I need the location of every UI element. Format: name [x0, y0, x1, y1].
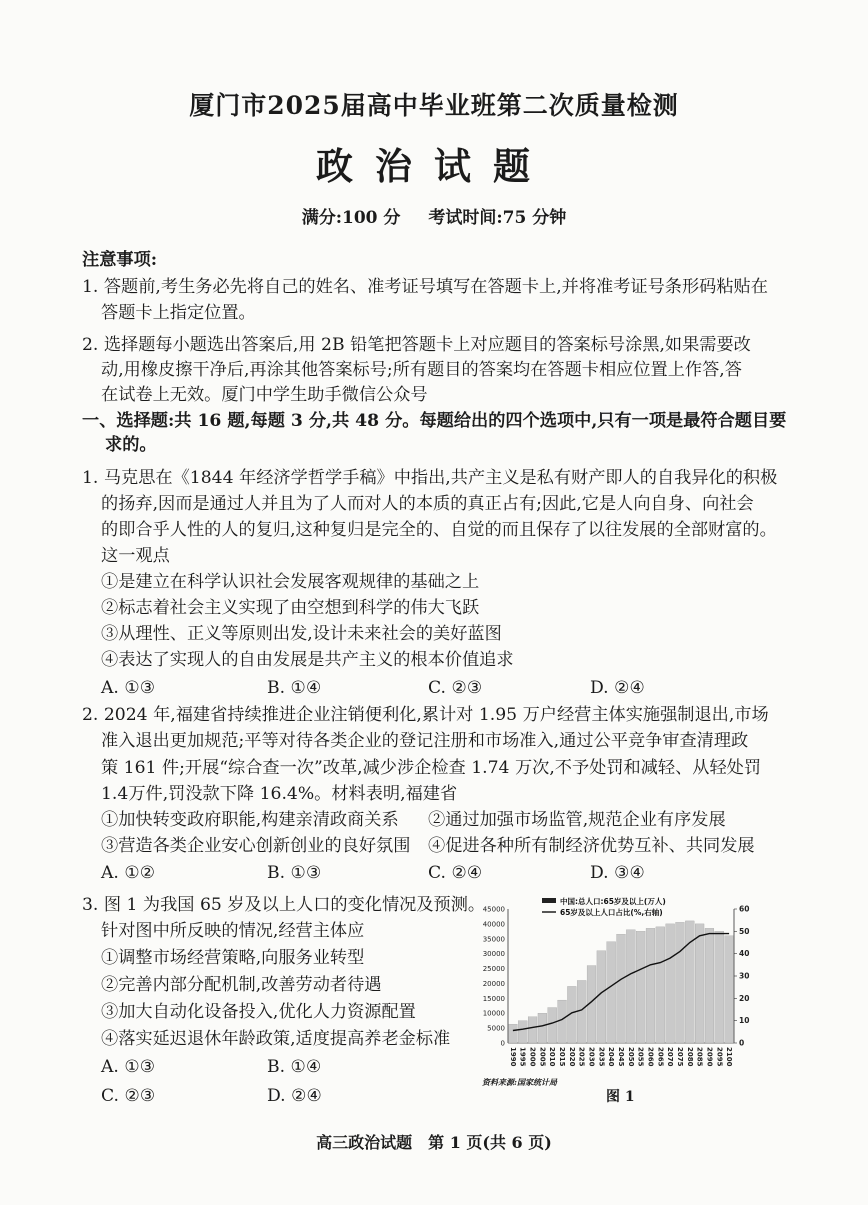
x-tick-label: 2065: [656, 1047, 665, 1067]
chart-source: 资料来源:国家统计局: [482, 1077, 557, 1087]
q2-stem-line2: 准入退出更加规范;平等对待各类企业的登记注册和市场准入,通过公平竞争审查清理政: [101, 731, 749, 751]
x-tick-label: 2055: [636, 1047, 645, 1067]
y-left-tick-label: 10000: [482, 1009, 505, 1018]
q2-option-b[interactable]: B. ①③: [267, 863, 322, 883]
x-tick-label: 2030: [587, 1047, 596, 1067]
q1-stem-line2: 的扬弃,因而是通过人并且为了人而对人的本质的真正占有;因此,它是人向自身、向社会: [101, 494, 754, 514]
bar-2100: [725, 936, 734, 1043]
x-tick-label: 2075: [675, 1047, 684, 1067]
y-left-tick-label: 30000: [482, 950, 505, 959]
y-right-tick-label: 20: [739, 993, 750, 1003]
q2-option-d[interactable]: D. ③④: [590, 863, 645, 883]
x-tick-label: 2040: [607, 1047, 616, 1067]
y-left-tick-label: 40000: [482, 920, 505, 929]
y-left-tick-label: 35000: [482, 935, 505, 944]
bar-2005: [538, 1013, 547, 1043]
notice-heading: 注意事项:: [82, 250, 158, 270]
notice-item2-line2: 动,用橡皮擦干净后,再涂其他答案标号;所有题目的答案均在答题卡相应位置上作答,答: [101, 360, 742, 380]
bar-2055: [636, 931, 645, 1043]
x-tick-label: 2060: [646, 1047, 655, 1067]
q2-statement-4: ④促进各种所有制经济优势互补、共同发展: [428, 836, 755, 856]
chart-canvas: [472, 895, 764, 1105]
bar-2075: [676, 922, 685, 1043]
q1-option-a[interactable]: A. ①③: [101, 678, 156, 698]
section-heading-cont: 求的。: [105, 435, 157, 455]
full-score: 满分:100 分: [301, 208, 401, 228]
section-heading: 一、选择题:共 16 题,每题 3 分,共 48 分。每题给出的四个选项中,只有一项是最符合题目要: [82, 411, 787, 431]
x-tick-label: 2020: [567, 1047, 576, 1067]
x-tick-label: 2100: [725, 1047, 734, 1067]
q1-option-c[interactable]: C. ②③: [428, 678, 483, 698]
q1-option-d[interactable]: D. ②④: [590, 678, 645, 698]
x-tick-label: 2015: [558, 1047, 567, 1067]
y-left-tick-label: 25000: [482, 965, 505, 974]
bar-2025: [577, 980, 586, 1043]
q1-option-b[interactable]: B. ①④: [267, 678, 322, 698]
y-right-tick-label: 30: [739, 971, 750, 981]
q1-stem-line4: 这一观点: [101, 546, 170, 566]
y-right-tick-label: 40: [739, 949, 750, 959]
y-left-tick-label: 5000: [487, 1024, 505, 1033]
q1-statement-4: ④表达了实现人的自由发展是共产主义的根本价值追求: [101, 650, 514, 670]
x-tick-label: 2035: [597, 1047, 606, 1067]
bar-2080: [685, 921, 694, 1043]
x-tick-label: 1995: [518, 1047, 527, 1067]
bar-2085: [695, 924, 704, 1043]
exam-title: 厦门市2025届高中毕业班第二次质量检测: [189, 91, 679, 120]
bar-2015: [558, 1000, 567, 1043]
y-left-tick-label: 20000: [482, 979, 505, 988]
y-right-tick-label: 50: [739, 926, 750, 936]
q1-stem-line1: 1. 马克思在《1844 年经济学哲学手稿》中指出,共产主义是私有财产即人的自我异化的积极: [82, 468, 778, 488]
y-right-tick-label: 10: [739, 1016, 750, 1026]
exam-time: 考试时间:75 分钟: [428, 208, 567, 228]
x-tick-label: 2000: [528, 1047, 537, 1067]
x-tick-label: 2090: [705, 1047, 714, 1067]
bar-2090: [705, 928, 714, 1043]
bar-2045: [617, 934, 626, 1043]
q3-option-d[interactable]: D. ②④: [267, 1086, 322, 1106]
q2-statement-3: ③营造各类企业安心创新创业的良好氛围: [101, 836, 411, 856]
bar-2065: [656, 927, 665, 1043]
q1-stem-line3: 的即合乎人性的人的复归,这种复归是完全的、自觉的而且保存了以往发展的全部财富的。: [101, 520, 777, 540]
y-left-tick-label: 45000: [482, 905, 505, 914]
q3-stem-line2: 针对图中所反映的情况,经营主体应: [101, 921, 365, 941]
q2-option-c[interactable]: C. ②④: [428, 863, 483, 883]
x-tick-label: 2070: [666, 1047, 675, 1067]
y-left-tick-label: 15000: [482, 994, 505, 1003]
x-tick-label: 1990: [508, 1047, 517, 1067]
x-tick-label: 2050: [626, 1047, 635, 1067]
bar-1990: [508, 1024, 517, 1043]
q3-stem-line1: 3. 图 1 为我国 65 岁及以上人口的变化情况及预测。: [82, 895, 486, 915]
notice-item1-line1: 1. 答题前,考生务必先将自己的姓名、准考证号填写在答题卡上,并将准考证号条形码粘贴在: [82, 277, 768, 297]
y-left-tick-label: 0: [500, 1039, 505, 1048]
x-tick-label: 2005: [538, 1047, 547, 1067]
bar-2010: [548, 1008, 557, 1043]
q1-statement-2: ②标志着社会主义实现了由空想到科学的伟大飞跃: [101, 598, 480, 618]
q3-option-c[interactable]: C. ②③: [101, 1086, 156, 1106]
x-tick-label: 2095: [715, 1047, 724, 1067]
page-footer: 高三政治试题 第 1 页(共 6 页): [316, 1133, 552, 1152]
y-right-tick-label: 60: [739, 904, 750, 914]
q3-statement-1: ①调整市场经营策略,向服务业转型: [101, 948, 365, 968]
q3-statement-4: ④落实延迟退休年龄政策,适度提高养老金标准: [101, 1029, 451, 1049]
bar-2050: [626, 930, 635, 1043]
legend-bar-swatch: [542, 898, 556, 903]
q2-statement-1: ①加快转变政府职能,构建亲清政商关系: [101, 810, 399, 830]
q3-statement-3: ③加大自动化设备投入,优化人力资源配置: [101, 1002, 416, 1022]
q2-stem-line3: 策 161 件;开展“综合查一次”改革,减少涉企检查 1.74 万次,不予处罚和减轻、从轻处罚: [101, 758, 762, 778]
q1-statement-1: ①是建立在科学认识社会发展客观规律的基础之上: [101, 572, 480, 592]
x-tick-label: 2010: [548, 1047, 557, 1067]
q3-option-a[interactable]: A. ①③: [101, 1057, 156, 1077]
bar-2070: [666, 924, 675, 1043]
bar-1995: [518, 1021, 527, 1043]
q2-stem-line1: 2. 2024 年,福建省持续推进企业注销便利化,累计对 1.95 万户经营主体实施强制退出,市场: [82, 705, 769, 725]
exam-meta: [0, 203, 868, 228]
notice-item2-line3: 在试卷上无效。厦门中学生助手微信公众号: [101, 385, 428, 405]
notice-item1-line2: 答题卡上指定位置。: [101, 303, 256, 323]
q2-option-a[interactable]: A. ①②: [101, 863, 156, 883]
q2-statement-2: ②通过加强市场监管,规范企业有序发展: [428, 810, 726, 830]
q2-stem-line4: 1.4万件,罚没款下降 16.4%。材料表明,福建省: [101, 784, 458, 804]
bar-2035: [597, 951, 606, 1043]
q1-statement-3: ③从理性、正义等原则出发,设计未来社会的美好蓝图: [101, 624, 502, 644]
bar-2040: [607, 942, 616, 1043]
x-tick-label: 2025: [577, 1047, 586, 1067]
x-tick-label: 2085: [695, 1047, 704, 1067]
legend-bar-label: 中国:总人口:65岁及以上(万人): [560, 897, 666, 906]
bar-2000: [528, 1017, 537, 1043]
bar-2095: [715, 931, 724, 1043]
subject-title: 政治试题: [316, 144, 552, 188]
population-chart: [472, 895, 764, 1105]
x-tick-label: 2045: [617, 1047, 625, 1067]
notice-item2-line1: 2. 选择题每小题选出答案后,用 2B 铅笔把答题卡上对应题目的答案标号涂黑,如果需要改: [82, 335, 751, 355]
q3-option-b[interactable]: B. ①④: [267, 1057, 322, 1077]
chart-caption: 图 1: [606, 1089, 635, 1105]
bar-2060: [646, 928, 655, 1043]
y-right-tick-label: 0: [739, 1038, 745, 1048]
legend-line-label: 65岁及以上人口占比(%,右轴): [560, 908, 663, 917]
q3-statement-2: ②完善内部分配机制,改善劳动者待遇: [101, 975, 382, 995]
x-tick-label: 2080: [685, 1047, 694, 1067]
